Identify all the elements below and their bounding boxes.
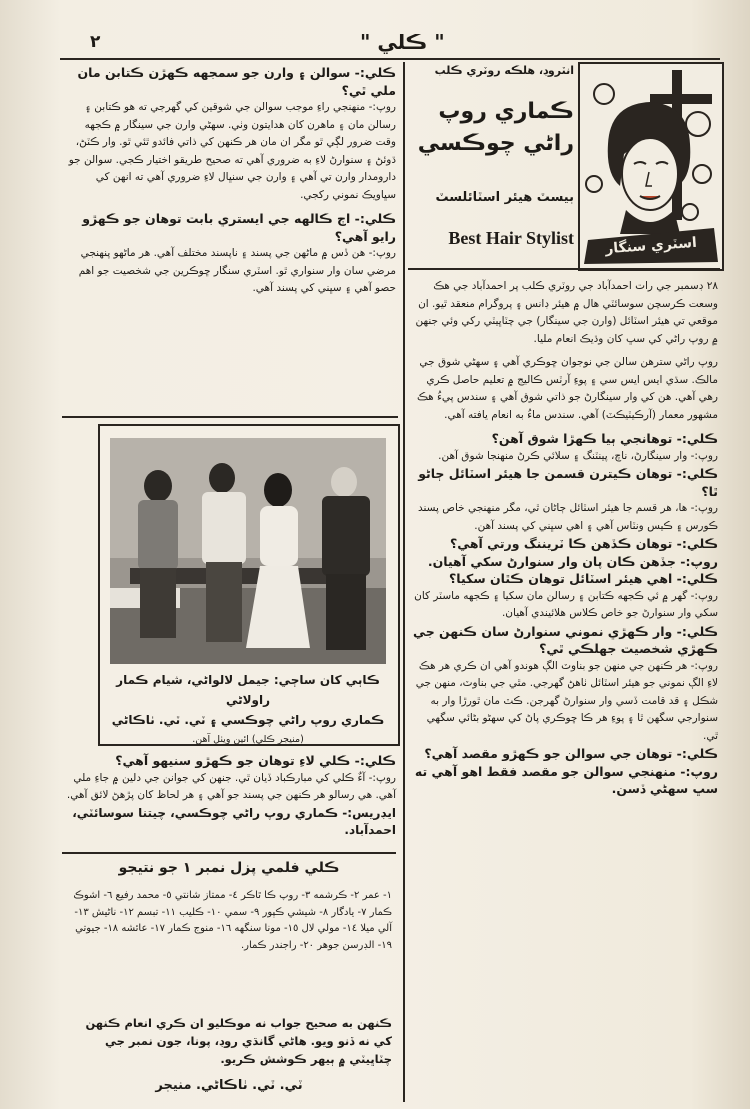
caption-line: ڪماري روپ راڻي چوڪسي ۽ ٽي. ٽي. ٺاڪاڻي <box>111 713 385 727</box>
question: ڪلي:- توهان ڪيترن قسمن جا هيئر اسٽائل ڄاڻو ٿا؟ <box>418 466 718 499</box>
answer: روپ:- منهنجي سوالن جو مقصد فقط اهو آهي ته سڀ سهڻي ڏسن. <box>414 763 718 796</box>
left-column-middle <box>62 752 396 840</box>
photo-box <box>98 424 400 746</box>
answer: روپ:- هن ڏس ۾ ماڻهن جي پسند ۽ ناپسند مختلف آهي. هر ماڻهو پنهنجي مرضي سان وار سنواري ٿو. اسٽري سنگار ڇوڪرين جي شخصيت جو اهم حصو آهي ۽ سڀني کي پسند آهي. <box>78 247 396 294</box>
english-title: Best Hair Stylist <box>448 228 574 248</box>
magazine-title: " ڪلي " <box>360 30 445 54</box>
column-divider <box>403 62 405 1102</box>
badge-text: اسٽري سنگار <box>604 234 698 258</box>
paragraph: روپ راڻي سترهن سالن جي نوجوان ڇوڪري آهي ۽ سهڻي شوق جي مالڪ. سڌي ايس ايس سي ۽ پوءِ آرٽس ڪاليج ۾ تعليم حاصل ڪري رهي آهي. هن کي وار سينگارڻ جو ذاتي شوق آهي ۽ سندس پيءُ هڪ مشهور معمار (آرڪيٽيڪٽ) آهي. سندس ماءُ به انعام يافته آهي. <box>417 356 718 421</box>
question: ڪلي:- ڪلي لاءِ توهان جو ڪهڙو سنيهو آهي؟ <box>115 753 396 768</box>
puzzle-note: ڪنهن به صحيح جواب نه موڪليو ان ڪري انعام ڪنهن کي نه ڏنو ويو. هاڻي گانڌي روڊ، پونا، جون نمبر جي چٽاڀيٽي ۾ ٻيهر ڪوشش ڪريو. <box>85 1016 392 1066</box>
answer: روپ:- منهنجي راءِ موجب سوالن جي شوقين کي گهرجي ته هو ڪتابن ۽ رسالن مان ۽ ماهرن کان هدايتون وٺي. سهڻي وارن جي سينگار ۾ ڪجهه وقت ضرور لڳي ٿو مگر ان مان هر ڪنهن کي ذاتي فائدو ٿئي ٿو. وار ڪٽڻ، ڌوئڻ ۽ سنوارڻ لاءِ به ضروري آهي ته صحيح طريقو اختيار ڪجي. سوالن جو دارومدار وارن تي آهي ۽ وارن جي سنڀال لاءِ ضروري آهي ته انهن کي سڀاويڪ نموني رکجي. <box>68 101 396 201</box>
question: ڪلي:- اڄ ڪالهه جي ايستري بابت توهان جو ڪهڙو رايو آهي؟ <box>82 211 396 244</box>
answer: روپ:- جڏهن ڪان پان وار سنوارڻ سکي آهيان. <box>427 553 718 569</box>
question: ڪلي:- توهان جي سوالن جو ڪهڙو مقصد آهي؟ <box>424 746 718 761</box>
section-rule <box>408 268 720 270</box>
paragraph: ٢٨ ڊسمبر جي رات احمدآباد جي روٽري ڪلب پر احمدآباد جي هڪ وسعت ڪرسچن سوسائٽي هال ۾ هيئر ڊانس ۽ پروگرام منعقد ٿيو. ان موقعي تي هيئر اسٽائل (وارن جي سينگار) جي چٽاڀيٽي رکي وئي جنهن ۾ روپ راڻي کي سڀ کان وڌيڪ انعام مليا. <box>415 280 718 345</box>
puzzle-results-box <box>62 852 396 1104</box>
question: ڪلي:- اهي هيئر اسٽائل توهان ڪٿان سکيا؟ <box>449 571 718 586</box>
question: ڪلي:- توهان ڪڏهن ڪا ٽريننگ ورتي آهي؟ <box>449 536 718 551</box>
answer: روپ:- گهر ۾ ئي ڪجهه ڪتابن ۽ رسالن مان سکيا ۽ ڪجهه ماسٽر کان سکي وار سنوارڻ جو خاص ڪلاس هلائيندي آهيان. <box>414 589 718 619</box>
signature: ٽي. ٽي. ٺاڪاڻي. منيجر <box>155 1078 303 1093</box>
page-header <box>60 28 720 60</box>
right-column-body <box>410 278 718 798</box>
answer: روپ:- آءٌ ڪلي کي مبارڪباد ڏيان ٿي. جنهن کي جوانن جي دلين ۾ جاءِ ملي آهي. هي رسالو هر ڪنهن جي پسند جو آهي ۽ هر لحاظ کان پڙهڻ لائق آهي. <box>66 771 396 801</box>
question: ڪلي:- وار ڪهڙي نموني سنوارڻ سان ڪنهن جي ڪهڙي شخصيت جهلڪي ٿي؟ <box>413 623 718 656</box>
question: ڪلي:- توهانجي ٻيا ڪهڙا شوق آهن؟ <box>491 431 718 446</box>
puzzle-title: ڪلي فلمي پزل نمبر ١ جو نتيجو <box>118 860 340 876</box>
caption-line: ڪاٻي کان ساڄي: جيمل لالواڻي، شيام ڪمار راولاڻي <box>116 673 380 707</box>
section-rule <box>62 416 398 418</box>
page-number: ٢ <box>90 32 101 52</box>
puzzle-answers: ١- عمر ٢- ڪرشمه ٣- روپ ڪا ٿاڪر ٤- ممتاز شانتي ٥- محمد رفيع ٦- اشوڪ ڪمار ٧- يادگار ٨- شيشي ڪپور ٩- سمي ١٠- ڪليب ١١- تبسم ١٢- ناڻيش ١٣- آلي ميلا ١٤- مولي لال ١٥- مونا سنگهه ١٦- منوج ڪمار ١٧- عائشه ١٨- جيوتي ١٩- الڊرسن جوهر ٢٠- راجندر ڪمار. <box>73 890 392 951</box>
answer: روپ:- ها، هر قسم جا هيئر اسٽائل ڄاڻان ٿي، مگر منهنجي خاص پسند ڪورس ۽ ڪيس ونٽاس آهي ۽ اهي سڀني کي پسند آهن. <box>417 502 718 532</box>
caption-line: (منيجر ڪلي) ائين ويٺل آهن. <box>192 734 304 745</box>
answer: روپ:- هر ڪنهن جي منهن جو بناوٽ الڳ هوندو آهي ان ڪري هر هڪ لاءِ الڳ نموني جو هيئر اسٽائل ٺاهڻ گهرجي. مٿي جي بناوٽ، منهن جي شڪل ۽ قد قامت ڏسي وار سنوارڻ گهرجن. ڪٽ مان ٿورڙا وار به سنوارجي سگهن ٿا ۽ پوءِ هر ڪا ڇوڪري پاڻ کي سهڻو بڻائي سگهي ٿي. <box>415 659 718 742</box>
portrait-illustration <box>578 62 724 271</box>
subheading: بيسٽ هيئر اسٽائلسٽ <box>435 190 574 205</box>
answer: روپ:- وار سينگارڻ، ناچ، پينٽنگ ۽ سلائي ڪرڻ منهنجا شوق آهن. <box>438 449 718 462</box>
address-line: ايڊريس:- ڪماري روپ راڻي چوڪسي، چيتنا سوسائٽي، احمدآباد. <box>72 805 396 837</box>
headline: ڪماري روپ راڻي چوڪسي <box>417 99 574 156</box>
club-line: انٽروڊ، هلڪه روٽري ڪلب <box>434 64 574 77</box>
photo-caption <box>108 670 388 750</box>
left-column-top <box>62 64 396 298</box>
question: ڪلي:- سوالن ۽ وارن جو سمجهه ڪهڙن ڪتابن مان ملي ٿي؟ <box>77 65 396 98</box>
group-photo <box>110 438 386 664</box>
